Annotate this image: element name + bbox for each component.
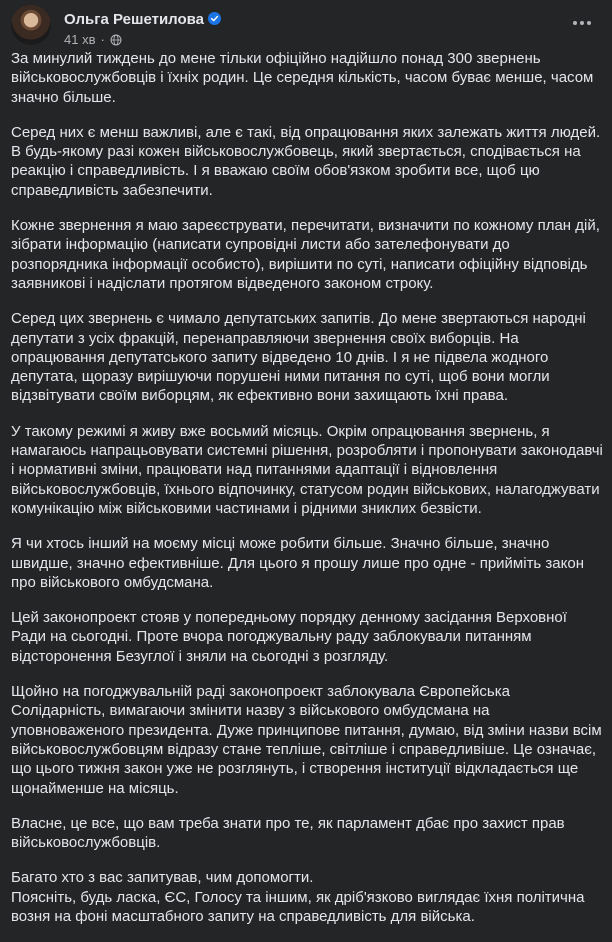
more-options-button[interactable] [564, 5, 600, 41]
post-paragraph: Я чи хтось інший на моєму місці може робити більше. Значно більше, значно швидше, значно ефективніше. Для цього я прошу лише про одне - прийміть закон про військового омбудсмана. [11, 535, 584, 591]
avatar[interactable] [11, 5, 51, 45]
verified-badge-icon [208, 12, 221, 25]
post-paragraph: За минулий тиждень до мене тільки офіційно надійшло понад 300 звернень військовослужбовців і їхніх родин. Це середня кількість, часом буває менше, часом значно більше. [11, 50, 594, 106]
post-paragraph: Власне, це все, що вам треба знати про те, як парламент дбає про захист прав військовослужбовців. [11, 814, 565, 852]
post-paragraph: Багато хто з вас запитував, чим допомогти. Поясніть, будь ласка, ЄС, Голосу та іншим, як дріб'язково виглядає їхня політична возня на фоні масштабного запиту на справедливість для війська. [11, 869, 585, 925]
post-paragraph: Серед них є менш важливі, але є такі, від опрацювання яких залежать життя людей. В будь-якому разі кожен військовослужбовець, який звертається, сподівається на реакцію і справедливість. І я вважаю своїм обов'язком зробити все, щоб цю справедливість забезпечити. [11, 123, 601, 199]
post-time[interactable]: 41 хв [64, 32, 96, 47]
author-name-text[interactable]: Ольга Решетилова [64, 11, 205, 28]
more-options-icon-dot [580, 21, 584, 25]
post-header [11, 5, 600, 47]
post-paragraph: Цей законопроект стояв у попередньому порядку денному засідання Верховної Ради на сьогодні. Проте вчора погоджувальну раду заблокували питанням відсторонення Безуглої і зняли на сьогодні з розгляду. [11, 609, 567, 665]
post-body [11, 49, 603, 942]
post-paragraph: Серед цих звернень є чимало депутатських запитів. До мене звертаються народні депутати з усіх фракцій, перенаправляючи звернення своїх виборців. На опрацювання депутатського запиту відведено 10 днів. І я не підвела жодного депутата, щоразу вирішуючи порушені ними питання по суті, щоб вони могли відзвітувати своїм виборцям, як ефективно вони захищають їхні права. [11, 310, 586, 405]
author-name[interactable] [64, 11, 221, 28]
more-options-icon-dot [587, 21, 591, 25]
post-paragraph: Кожне звернення я маю зареєструвати, перечитати, визначити по кожному план дій, зібрати інформацію (написати супровідні листи або зателефонувати до розпорядника інформації особисто), вирішити по суті, написати офіційну відповідь заявникові і надіслати протягом відведеного законом строку. [11, 217, 600, 292]
post-meta [64, 32, 122, 47]
post-paragraph: У такому режимі я живу вже восьмий місяць. Окрім опрацювання звернень, я намагаюсь напрацьовувати системні рішення, розробляти і пропонувати законодавчі і нормативні зміни, працювати над питаннями адаптації і відновлення військовослужбовців, їхнього відпочинку, статусом родин військових, налагоджувати комунікацію між військовими частинами і рідними зниклих безвісти. [11, 422, 603, 517]
more-options-icon [573, 21, 577, 25]
post-paragraph: Щойно на погоджувальній раді законопроект заблокувала Європейська Солідарність, вимагаючи змінити назву з військового омбудсмана на уповноваженого президента. Дуже принципове питання, думаю, від зміни назви всім військовослужбовцям відразу стане тепліше, світліше і справедливіше. Це означає, що цього тижня закон уже не розглянуть, і створення інституції відкладається ще щонайменше на місяць. [11, 683, 602, 797]
meta-separator: · [100, 32, 105, 47]
globe-icon[interactable] [110, 34, 122, 46]
